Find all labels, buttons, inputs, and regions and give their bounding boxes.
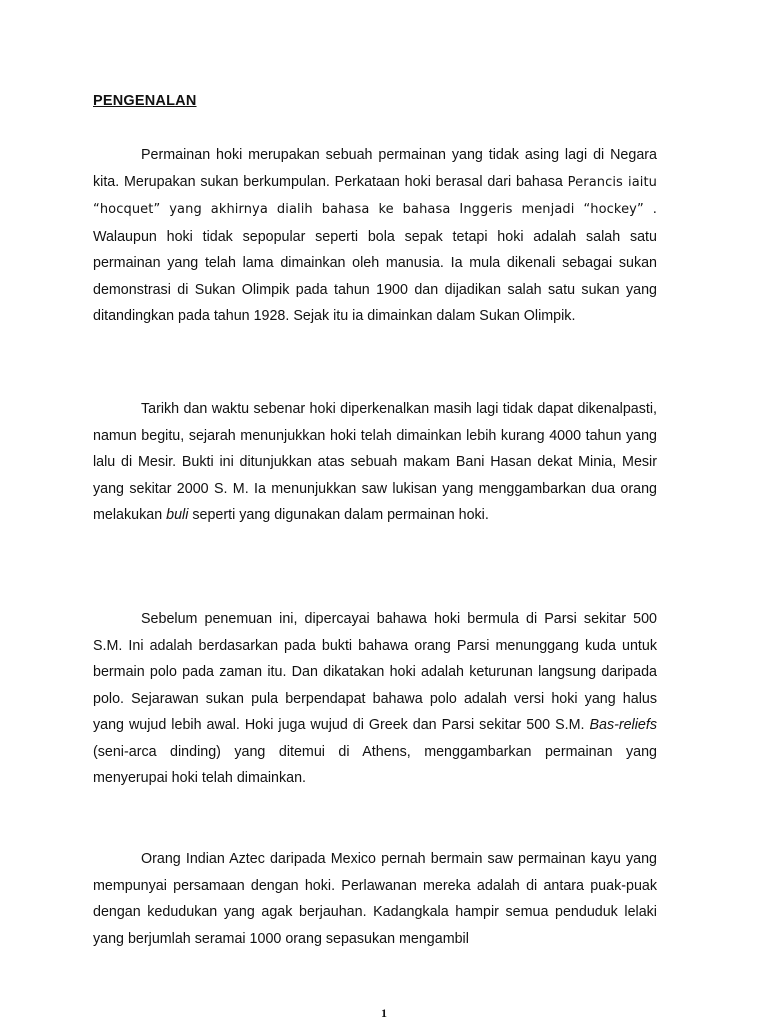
paragraph-text-alt-font: Perancis iaitu “hocquet” yang akhirnya dialih bahasa ke bahasa Inggeris menjadi “hockey” . xyxy=(93,174,658,217)
paragraph-text: Orang Indian Aztec daripada Mexico pernah bermain saw permainan kayu yang mempunyai persamaan dengan hoki. Perlawanan mereka adalah di antara puak-puak dengan kedudukan yang agak berjauhan. Kadangkala hampir semua penduduk lelaki yang berjumlah seramai 1000 orang sepasukan mengambil xyxy=(93,851,657,947)
paragraph-history-persia xyxy=(93,606,657,792)
paragraph-history-aztec xyxy=(93,846,657,952)
paragraph-text: Tarikh dan waktu sebenar hoki diperkenalkan masih lagi tidak dapat dikenalpasti, namun begitu, sejarah menunjukkan hoki telah dimainkan lebih kurang 4000 tahun yang lalu di Mesir. Bukti ini ditunjukkan atas sebuah makam Bani Hasan dekat Minia, Mesir yang sekitar 2000 S. M. Ia menunjukkan saw lukisan yang menggambarkan dua orang melakukan xyxy=(93,401,657,523)
paragraph-text: Permainan hoki merupakan sebuah permainan yang tidak asing lagi di Negara kita. Merupakan sukan berkumpulan. Perkataan hoki berasal dari bahasa xyxy=(93,147,657,190)
paragraph-text: (seni-arca dinding) yang ditemui di Athens, menggambarkan permainan yang menyerupai hoki telah dimainkan. xyxy=(93,743,657,786)
paragraph-text: Sebelum penemuan ini, dipercayai bahawa hoki bermula di Parsi sekitar 500 S.M. Ini adalah berdasarkan pada bukti bahawa orang Parsi menunggang kuda untuk bermain polo pada zaman itu. Dan dikatakan hoki adalah keturunan langsung daripada polo. Sejarawan sukan pula berpendapat bahawa polo adalah versi hoki yang halus yang wujud lebih awal. Hoki juga wujud di Greek dan Parsi sekitar 500 S.M. xyxy=(93,611,657,733)
section-heading: PENGENALAN xyxy=(93,93,197,109)
italic-term: Bas-reliefs xyxy=(589,717,657,733)
page-number: 1 xyxy=(381,1006,387,1020)
paragraph-history-egypt xyxy=(93,396,657,529)
italic-term: buli xyxy=(166,507,189,523)
paragraph-text: Walaupun hoki tidak sepopular seperti bola sepak tetapi hoki adalah salah satu permainan yang telah lama dimainkan oleh manusia. Ia mula dikenali sebagai sukan demonstrasi di Sukan Olimpik pada tahun 1900 dan dijadikan salah satu sukan yang ditandingkan pada tahun 1928. Sejak itu ia dimainkan dalam Sukan Olimpik. xyxy=(93,228,657,324)
paragraph-introduction xyxy=(93,142,657,330)
paragraph-text: seperti yang digunakan dalam permainan hoki. xyxy=(188,507,489,523)
